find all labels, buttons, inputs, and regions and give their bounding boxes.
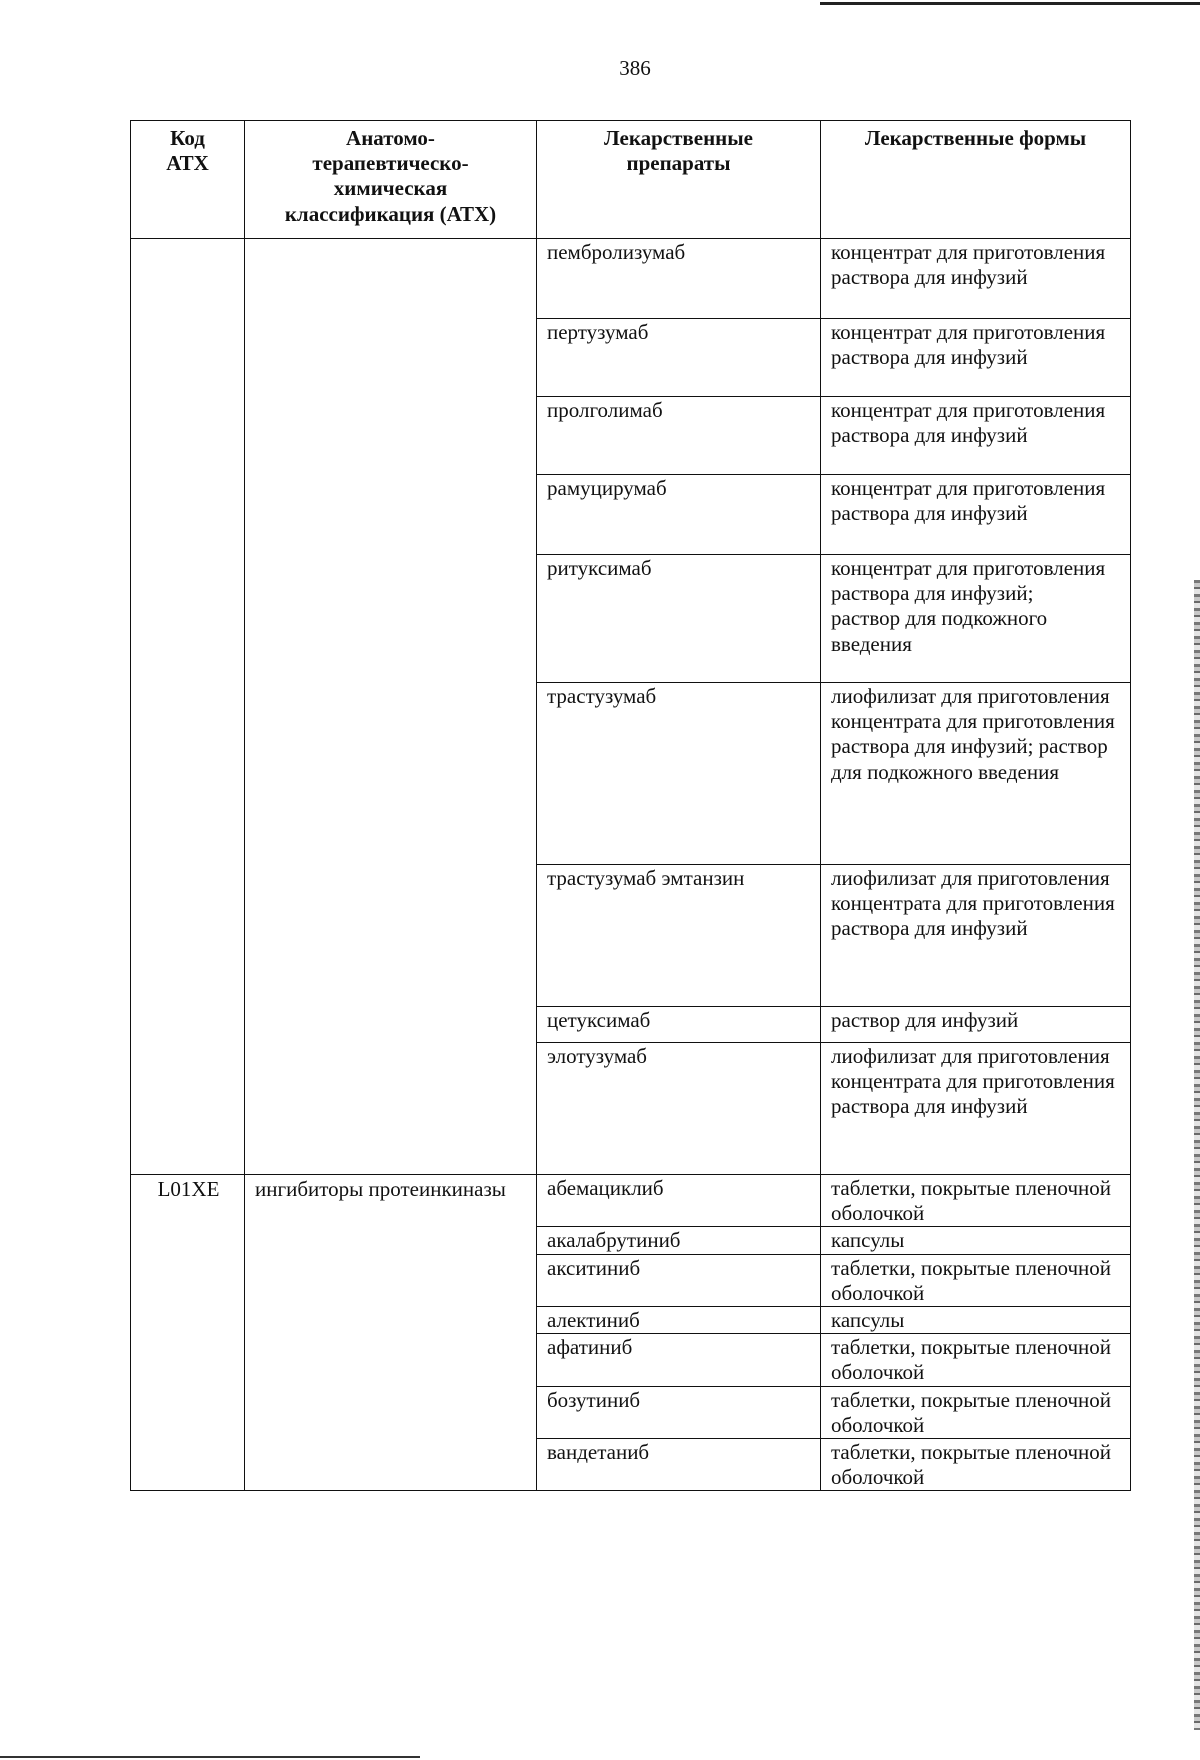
dosage-form-cell: лиофилизат для приготовления концентрата для приготовления раствора для инфузий; раствор для подкожного введения [821, 683, 1131, 865]
header-drugs: Лекарственные препараты [537, 121, 821, 239]
dosage-form-cell: капсулы [821, 1227, 1131, 1254]
drug-name-cell: афатиниб [537, 1334, 821, 1386]
drug-name-cell: рамуцирумаб [537, 475, 821, 555]
drug-name-cell: бозутиниб [537, 1386, 821, 1438]
table-header [131, 121, 1131, 239]
dosage-form-cell: таблетки, покрытые пленочной оболочкой [821, 1175, 1131, 1227]
dosage-form-cell: таблетки, покрытые пленочной оболочкой [821, 1386, 1131, 1438]
header-row [131, 121, 1131, 239]
dosage-form-cell: лиофилизат для приготовления концентрата для приготовления раствора для инфузий [821, 865, 1131, 1007]
scan-top-edge [820, 2, 1200, 5]
dosage-form-cell: концентрат для приготовления раствора для инфузий [821, 397, 1131, 475]
classification-cell: ингибиторы протеинкиназы [245, 1175, 537, 1491]
drug-name-cell: абемациклиб [537, 1175, 821, 1227]
drug-name-cell: пролголимаб [537, 397, 821, 475]
drug-name-cell: трастузумаб эмтанзин [537, 865, 821, 1007]
dosage-form-cell: концентрат для приготовления раствора для инфузий; раствор для подкожного введения [821, 555, 1131, 683]
table-body [131, 239, 1131, 1491]
dosage-form-cell: концентрат для приготовления раствора для инфузий [821, 239, 1131, 319]
header-dosage-forms: Лекарственные формы [821, 121, 1131, 239]
drug-name-cell: акалабрутиниб [537, 1227, 821, 1254]
scan-right-edge [1194, 580, 1200, 1730]
table-row [131, 1175, 1131, 1227]
atc-code-cell: L01XE [131, 1175, 245, 1491]
drug-name-cell: ритуксимаб [537, 555, 821, 683]
dosage-form-cell: таблетки, покрытые пленочной оболочкой [821, 1438, 1131, 1490]
page-number: 386 [619, 56, 651, 80]
header-atc-code: Код АТХ [131, 121, 245, 239]
dosage-form-cell: капсулы [821, 1306, 1131, 1333]
dosage-form-cell: раствор для инфузий [821, 1007, 1131, 1043]
header-classification: Анатомо- терапевтическо- химическая классификация (АТХ) [245, 121, 537, 239]
classification-cell [245, 239, 537, 1175]
drug-name-cell: алектиниб [537, 1306, 821, 1333]
atc-code-cell [131, 239, 245, 1175]
table-row [131, 239, 1131, 319]
drug-name-cell: пембролизумаб [537, 239, 821, 319]
drug-name-cell: цетуксимаб [537, 1007, 821, 1043]
dosage-form-cell: концентрат для приготовления раствора для инфузий [821, 319, 1131, 397]
dosage-form-cell: лиофилизат для приготовления концентрата для приготовления раствора для инфузий [821, 1043, 1131, 1175]
dosage-form-cell: концентрат для приготовления раствора для инфузий [821, 475, 1131, 555]
scan-bottom-edge [0, 1756, 420, 1758]
drug-name-cell: пертузумаб [537, 319, 821, 397]
drug-name-cell: вандетаниб [537, 1438, 821, 1490]
dosage-form-cell: таблетки, покрытые пленочной оболочкой [821, 1254, 1131, 1306]
atc-table [130, 120, 1131, 1491]
drug-name-cell: элотузумаб [537, 1043, 821, 1175]
drug-name-cell: акситиниб [537, 1254, 821, 1306]
drug-name-cell: трастузумаб [537, 683, 821, 865]
dosage-form-cell: таблетки, покрытые пленочной оболочкой [821, 1334, 1131, 1386]
